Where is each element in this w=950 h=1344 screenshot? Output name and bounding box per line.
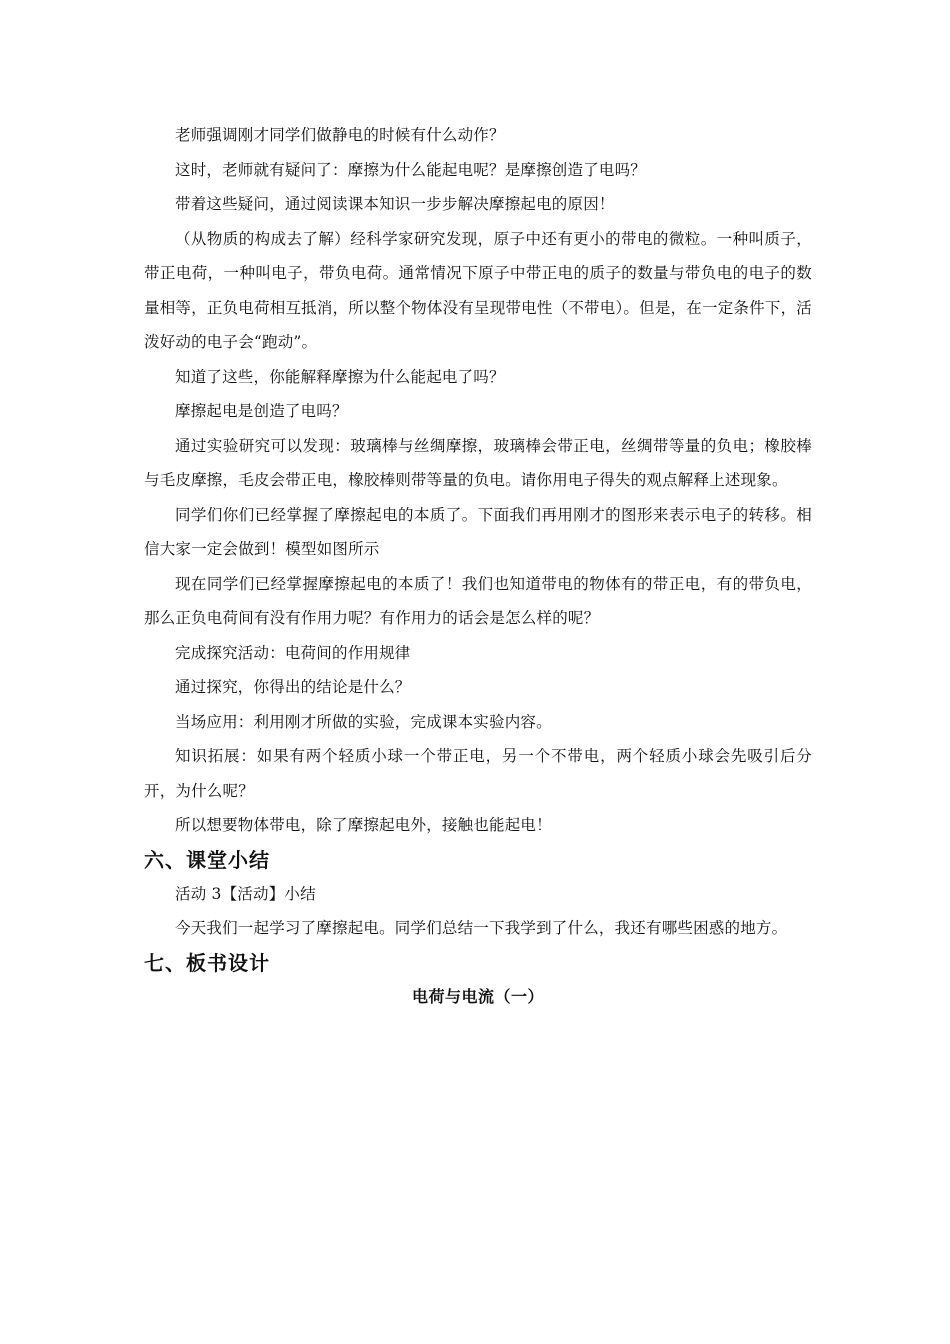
- paragraph: （从物质的构成去了解）经科学家研究发现，原子中还有更小的带电的微粒。一种叫质子，带正电荷，一种叫电子，带负电荷。通常情况下原子中带正电的质子的数量与带负电的电子的数量相等，正负电荷相互抵消，所以整个物体没有呈现带电性（不带电）。但是，在一定条件下，活泼好动的电子会“跑动”。: [144, 229, 812, 351]
- section-heading-summary: 六、课堂小结: [144, 847, 270, 872]
- document-content: [144, 118, 812, 1014]
- paragraph: 今天我们一起学习了摩擦起电。同学们总结一下我学到了什么，我还有哪些困惑的地方。: [175, 919, 788, 937]
- paragraph: 知道了这些，你能解释摩擦为什么能起电了吗？: [175, 367, 505, 386]
- paragraph: 这时，老师就有疑问了：摩擦为什么能起电呢？是摩擦创造了电吗？: [175, 160, 647, 179]
- paragraph: 摩擦起电是创造了电吗？: [175, 402, 348, 420]
- section-heading-board-design: 七、板书设计: [144, 950, 270, 975]
- paragraph: 同学们你们已经掌握了摩擦起电的本质了。下面我们再用刚才的图形来表示电子的转移。相信大家一定会做到！模型如图所示: [144, 505, 812, 558]
- paragraph: 所以想要物体带电，除了摩擦起电外，接触也能起电！: [175, 816, 552, 834]
- paragraph: 通过探究，你得出的结论是什么？: [175, 678, 411, 696]
- paragraph: 老师强调刚才同学们做静电的时候有什么动作？: [175, 126, 505, 144]
- paragraph: 当场应用：利用刚才所做的实验，完成课本实验内容。: [175, 712, 552, 731]
- paragraph: 完成探究活动：电荷间的作用规律: [175, 643, 411, 662]
- paragraph: 活动 3【活动】小结: [175, 884, 316, 903]
- paragraph: 带着这些疑问，通过阅读课本知识一步步解决摩擦起电的原因！: [175, 195, 615, 213]
- paragraph: 现在同学们已经掌握摩擦起电的本质了！我们也知道带电的物体有的带正电，有的带负电，那么正负电荷间有没有作用力呢？有作用力的话会是怎么样的呢？: [144, 574, 812, 627]
- board-title: 电荷与电流（一）: [411, 986, 544, 1006]
- paragraph: 知识拓展：如果有两个轻质小球一个带正电，另一个不带电，两个轻质小球会先吸引后分开，为什么呢？: [144, 747, 812, 800]
- paragraph: 通过实验研究可以发现：玻璃棒与丝绸摩擦，玻璃棒会带正电，丝绸带等量的负电；橡胶棒与毛皮摩擦，毛皮会带正电，橡胶棒则带等量的负电。请你用电子得失的观点解释上述现象。: [144, 436, 812, 489]
